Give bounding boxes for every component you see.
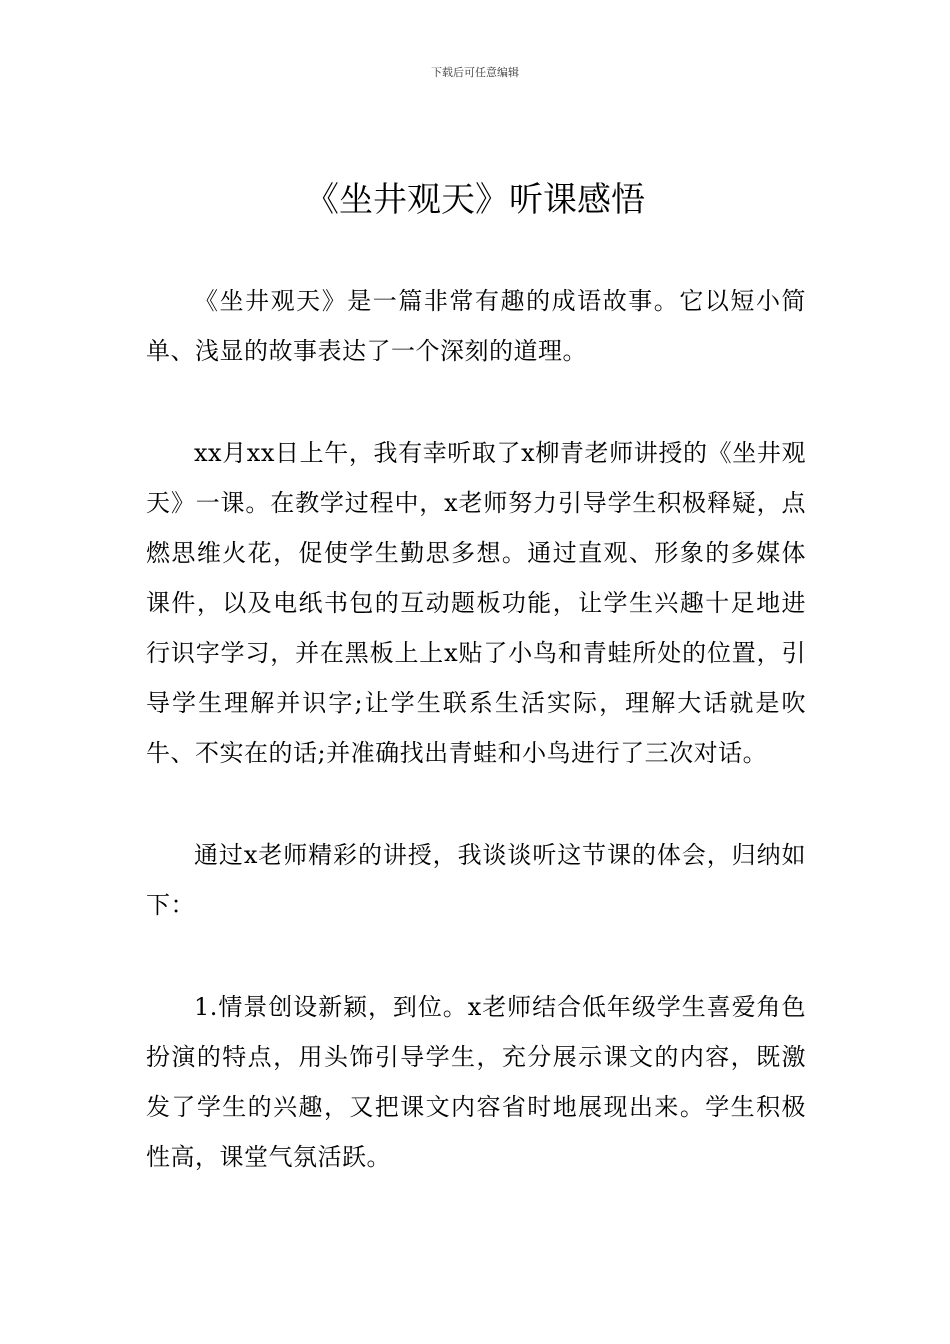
header-note: 下载后可任意编辑: [431, 66, 519, 79]
document-title: 《坐井观天》听课感悟: [305, 180, 645, 220]
paragraph-point-1: 1.情景创设新颖，到位。x老师结合低年级学生喜爱角色扮演的特点，用头饰引导学生，充分展示课文的内容，既激发了学生的兴趣，又把课文内容省时地展现出来。学生积极性高，课堂气氛活跃。: [146, 993, 806, 1171]
document-body: [146, 276, 806, 1234]
paragraph-lesson: xx月xx日上午，我有幸听取了x柳青老师讲授的《坐井观天》一课。在教学过程中，x老师努力引导学生积极释疑，点燃思维火花，促使学生勤思多想。通过直观、形象的多媒体课件，以及电纸书包的互动题板功能，让学生兴趣十足地进行识字学习，并在黑板上上x贴了小鸟和青蛙所处的位置，引导学生理解并识字;让学生联系生活实际，理解大话就是吹牛、不实在的话;并准确找出青蛙和小鸟进行了三次对话。: [146, 439, 806, 767]
paragraph-intro: 《坐井观天》是一篇非常有趣的成语故事。它以短小简单、浅显的故事表达了一个深刻的道理。: [146, 287, 806, 365]
paragraph-summary: 通过x老师精彩的讲授，我谈谈听这节课的体会，归纳如下：: [146, 841, 806, 919]
